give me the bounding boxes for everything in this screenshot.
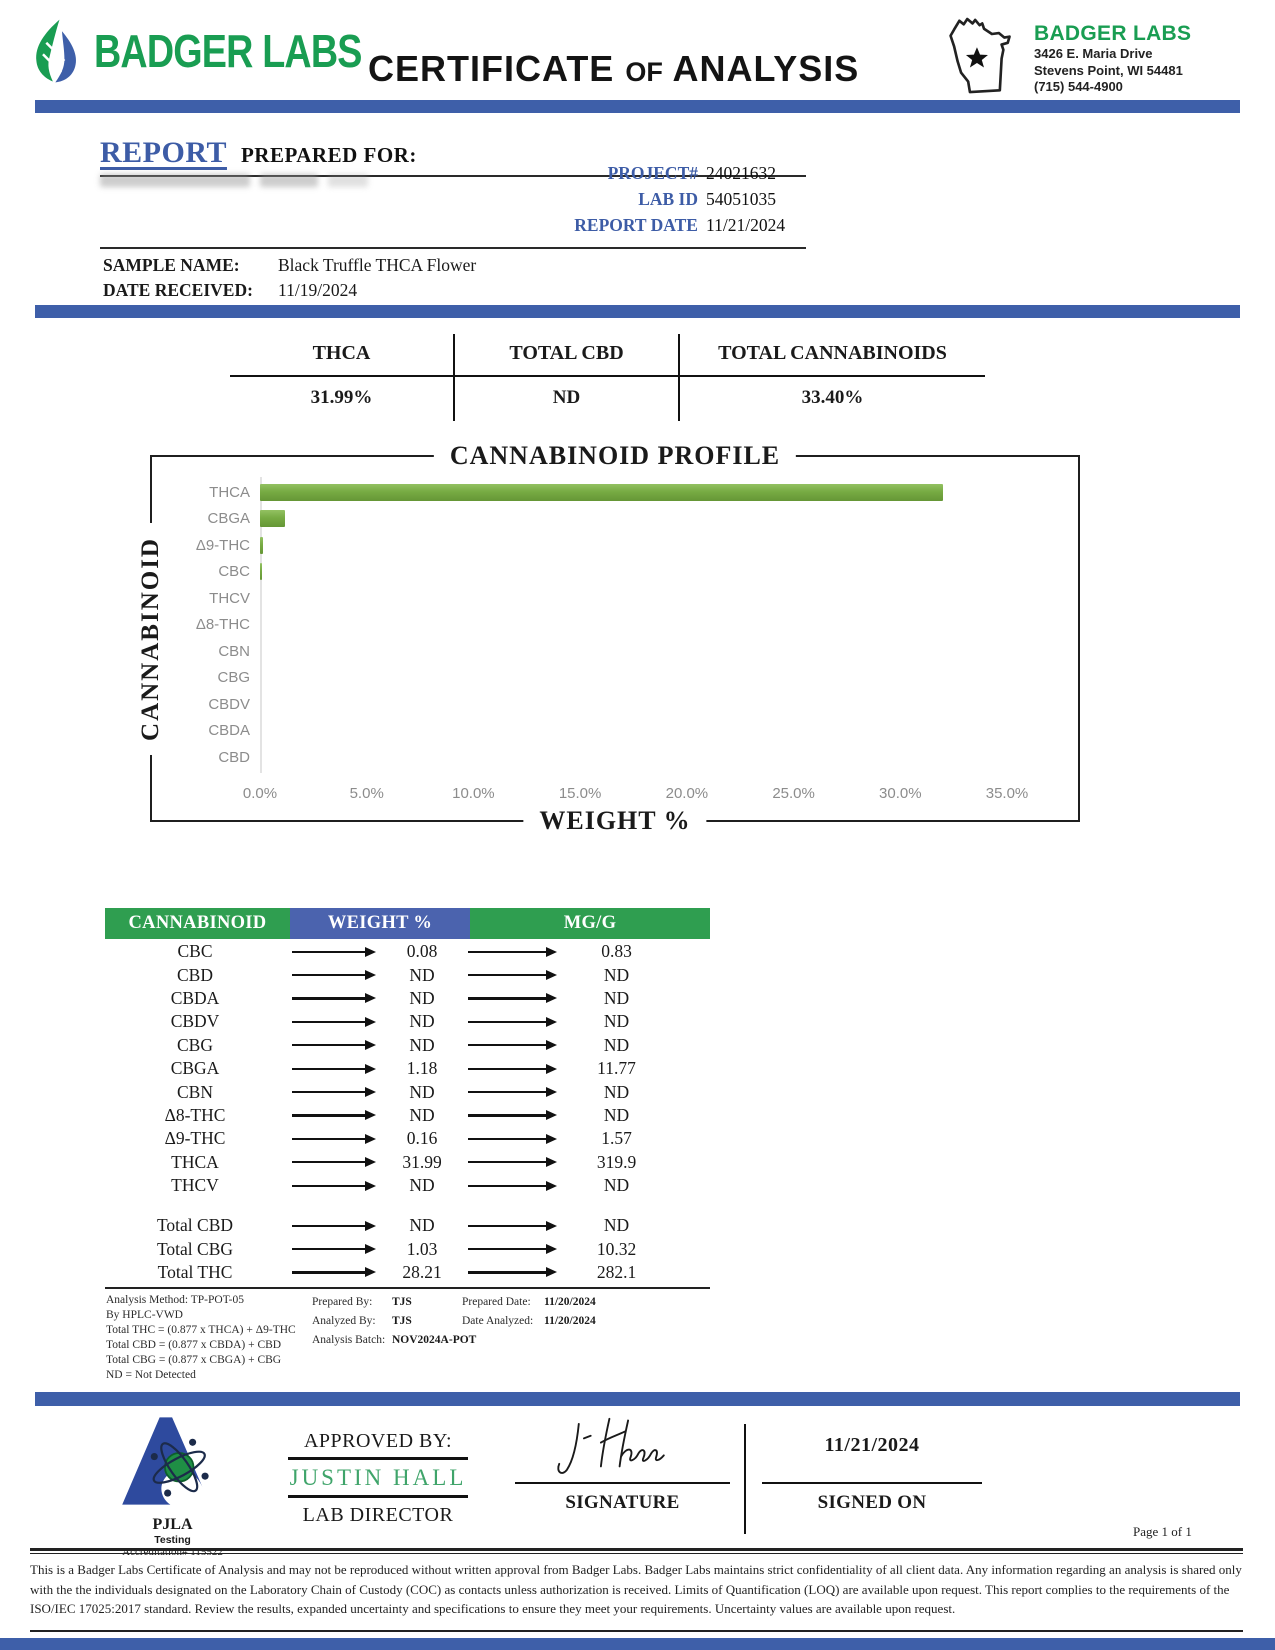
mg-g-value: ND [603, 964, 630, 985]
cannabinoid-profile-chart [137, 440, 1080, 836]
chart-bar-track [260, 612, 1007, 639]
divider-bar-top [35, 100, 1240, 113]
arrow-icon [285, 970, 383, 980]
prep-label [462, 1334, 538, 1346]
prep-label: Prepared By: [312, 1296, 373, 1308]
signature-block [515, 1410, 730, 1514]
header-weight-percent: WEIGHT % [290, 908, 470, 939]
arrow-icon [461, 1244, 564, 1254]
method-note-line: Analysis Method: TP-POT-05 [106, 1294, 245, 1306]
chart-x-tick-label: 10.0% [452, 785, 495, 802]
arrow-icon [285, 993, 383, 1003]
table-row [105, 1261, 710, 1284]
arrow-icon [285, 1267, 383, 1277]
approved-by-block [288, 1430, 468, 1527]
arrow-icon [285, 1134, 383, 1144]
lab-name: BADGER LABS [1034, 22, 1192, 45]
chart-category-label: CBGA [207, 510, 250, 528]
chart-x-tick-label: 20.0% [665, 785, 709, 802]
chart-row [152, 744, 1078, 771]
weight-percent-value: 31.99 [402, 1151, 442, 1172]
arrow-icon [461, 1181, 564, 1191]
chart-x-ticks [152, 785, 1078, 805]
chart-category-label: CBDA [208, 722, 250, 740]
title-analysis: ANALYSIS [672, 48, 860, 89]
weight-percent-value: ND [409, 1175, 435, 1196]
redaction-block [260, 174, 318, 187]
preparation-notes [312, 1296, 634, 1346]
header-cannabinoid: CANNABINOID [105, 908, 290, 939]
summary-value-total-cbd: ND [455, 377, 680, 421]
weight-percent-value: ND [409, 1011, 435, 1032]
divider-bar-approval [35, 1392, 1240, 1406]
chart-row [152, 559, 1078, 586]
mg-g-value: 0.83 [601, 941, 632, 962]
cannabinoid-name: CBC [177, 941, 213, 962]
prep-label: Date Analyzed: [462, 1315, 534, 1327]
chart-category-label: Δ8-THC [195, 616, 250, 634]
mg-g-value: ND [603, 1034, 630, 1055]
meta-value: 24021632 [706, 163, 776, 183]
method-note-line: ND = Not Detected [106, 1369, 196, 1381]
report-meta-row [490, 160, 806, 186]
signed-on-label: SIGNED ON [817, 1492, 927, 1513]
chart-bar-track [260, 506, 1007, 533]
prep-value: TJS [392, 1315, 412, 1327]
method-note-line: Total CBD = (0.877 x CBDA) + CBD [106, 1339, 282, 1351]
chart-category-label: Δ9-THC [195, 536, 250, 554]
prep-value: 11/20/2024 [544, 1296, 596, 1308]
cannabinoid-name: Total CBD [156, 1215, 234, 1236]
signature-icon [538, 1412, 708, 1480]
arrow-icon [461, 1221, 564, 1231]
lab-address2: Stevens Point, WI 54481 [1034, 62, 1183, 78]
cannabinoid-name: CBN [177, 1081, 213, 1102]
weight-percent-value: ND [409, 1215, 435, 1236]
mg-g-value: 1.57 [601, 1128, 632, 1149]
method-note-line: By HPLC-VWD [106, 1309, 183, 1321]
arrow-icon [285, 1181, 383, 1191]
table-row [105, 1010, 710, 1033]
table-row [105, 940, 710, 963]
weight-percent-value: 28.21 [402, 1261, 442, 1282]
mg-g-value: 282.1 [596, 1261, 637, 1282]
results-table-rows [105, 940, 710, 1197]
date-received-label: DATE RECEIVED: [103, 280, 253, 300]
results-table-header [105, 908, 710, 939]
cannabinoid-name: CBD [177, 964, 213, 985]
arrow-icon [285, 1110, 383, 1120]
summary-value-total-cannabinoids: 33.40% [801, 387, 864, 408]
arrow-icon [461, 947, 564, 957]
redacted-client-name [100, 174, 368, 187]
weight-percent-value: 1.03 [406, 1238, 438, 1259]
wisconsin-state-icon [940, 10, 1028, 102]
sample-divider-line [100, 247, 806, 249]
chart-category-label: CBD [218, 748, 250, 766]
chart-bar-track [260, 665, 1007, 692]
chart-row [152, 585, 1078, 612]
meta-label: PROJECT# [607, 163, 698, 183]
cannabinoid-name: Total THC [157, 1261, 233, 1282]
table-row [105, 1237, 710, 1260]
report-meta-row [490, 212, 806, 238]
arrow-icon [285, 1244, 383, 1254]
table-row [105, 1151, 710, 1174]
arrow-icon [285, 1017, 383, 1027]
weight-percent-value: 0.08 [406, 941, 438, 962]
header-mg-g: MG/G [470, 908, 710, 939]
chart-x-tick-label: 0.0% [242, 785, 278, 802]
footer-bottom-line [30, 1630, 1243, 1632]
mg-g-value: ND [603, 1175, 630, 1196]
table-row [105, 1214, 710, 1237]
lab-address1: 3426 E. Maria Drive [1034, 46, 1153, 61]
method-note-line: Total THC = (0.877 x THCA) + Δ9-THC [106, 1324, 296, 1336]
summary-header-total-cbd: TOTAL CBD [455, 334, 680, 377]
chart-bar-track [260, 638, 1007, 665]
mg-g-value: ND [603, 1104, 630, 1125]
pjla-logo-icon [113, 1412, 233, 1510]
approved-by-label: APPROVED BY: [288, 1430, 468, 1460]
arrow-icon [461, 1017, 564, 1027]
table-row [105, 1080, 710, 1103]
table-row [105, 987, 710, 1010]
chart-category-label: CBDV [208, 695, 250, 713]
chart-bar-track [260, 479, 1007, 506]
arrow-icon [461, 1134, 564, 1144]
mg-g-value: ND [603, 1215, 630, 1236]
meta-label: LAB ID [638, 189, 698, 209]
weight-percent-value: ND [409, 964, 435, 985]
mg-g-value: 10.32 [596, 1238, 637, 1259]
report-meta-row [490, 186, 806, 212]
chart-bar [260, 563, 262, 580]
prepared-for-label: PREPARED FOR: [240, 143, 417, 167]
prep-label: Analysis Batch: [312, 1334, 386, 1346]
report-word: REPORT [100, 136, 227, 169]
date-received-value: 11/19/2024 [278, 280, 358, 300]
prep-value: 11/20/2024 [544, 1315, 596, 1327]
chart-bar-track [260, 744, 1007, 771]
arrow-icon [285, 1221, 383, 1231]
chart-title: CANNABINOID PROFILE [434, 441, 796, 471]
summary-value-thca: 31.99% [230, 377, 455, 421]
chart-category-label: CBC [218, 563, 250, 581]
chart-category-label: THCA [209, 483, 250, 501]
redaction-block [328, 174, 368, 187]
chart-row [152, 665, 1078, 692]
summary-table [230, 334, 985, 421]
arrow-icon [461, 1267, 564, 1277]
arrow-icon [461, 1040, 564, 1050]
signed-on-block [762, 1410, 982, 1514]
prep-value [544, 1334, 634, 1346]
pjla-testing-label: Testing [154, 1534, 191, 1546]
cannabinoid-name: Δ9-THC [164, 1128, 226, 1149]
chart-x-axis-label: WEIGHT % [523, 806, 706, 836]
chart-row [152, 479, 1078, 506]
signature-label: SIGNATURE [565, 1492, 680, 1513]
sample-name-value: Black Truffle THCA Flower [278, 255, 477, 275]
weight-percent-value: ND [409, 1104, 435, 1125]
chart-row [152, 718, 1078, 745]
chart-bar-track [260, 691, 1007, 718]
cannabinoid-name: THCA [171, 1151, 219, 1172]
redaction-block [100, 174, 250, 187]
meta-value: 54051035 [706, 189, 776, 209]
approver-name: JUSTIN HALL [288, 1460, 468, 1498]
chart-x-tick-label: 5.0% [349, 785, 384, 802]
chart-category-label: THCV [209, 589, 250, 607]
pjla-org: PJLA [152, 1516, 193, 1533]
page-title [368, 48, 859, 90]
chart-bars-area [152, 479, 1078, 771]
weight-percent-value: 0.16 [406, 1128, 438, 1149]
arrow-icon [285, 1064, 383, 1074]
mg-g-value: ND [603, 987, 630, 1008]
brand-name: BADGER LABS [94, 25, 362, 77]
cannabinoid-name: CBG [177, 1034, 213, 1055]
prep-value: NOV2024A-POT [392, 1334, 477, 1346]
chart-bar-track [260, 585, 1007, 612]
weight-percent-value: ND [409, 1081, 435, 1102]
lab-address-block [940, 10, 1191, 102]
chart-bar [260, 537, 263, 554]
footer-disclaimer: This is a Badger Labs Certificate of Analysis and may not be reproduced without written approval from Badger Labs. Badger Labs maintains strict confidentiality of all client data. Any information regarding an analysis is shared only with the the individuals designated on the Laboratory Chain of Custody (COC) as contacts unless authorization is received. Limits of Quantification (LOQ) are available upon request. This report complies to the requirements of the ISO/IEC 17025:2017 standard. Review the results, expanded uncertainty and specifications to ensure they meet your requirements. Uncertainty values are available upon request. [30, 1562, 1242, 1616]
footer-double-line [30, 1548, 1243, 1554]
chart-category-label: CBN [218, 642, 250, 660]
meta-value: 11/21/2024 [706, 215, 786, 235]
arrow-icon [461, 993, 564, 1003]
report-meta [490, 160, 806, 238]
signature-date-divider [744, 1424, 746, 1534]
table-row [105, 1174, 710, 1197]
meta-label: REPORT DATE [574, 215, 698, 235]
chart-row [152, 638, 1078, 665]
weight-percent-value: 1.18 [406, 1058, 438, 1079]
arrow-icon [461, 1087, 564, 1097]
weight-percent-value: ND [409, 987, 435, 1008]
arrow-icon [285, 1157, 383, 1167]
arrow-icon [285, 1087, 383, 1097]
cannabinoid-name: CBGA [170, 1058, 220, 1079]
chart-row [152, 532, 1078, 559]
chart-bar [260, 484, 943, 501]
weight-percent-value: ND [409, 1034, 435, 1055]
table-row [105, 1104, 710, 1127]
arrow-icon [285, 947, 383, 957]
badger-labs-leaf-icon [28, 18, 86, 84]
mg-g-value: 11.77 [597, 1058, 636, 1079]
title-certificate: CERTIFICATE [368, 48, 615, 89]
pjla-accreditation-number: Accreditation# 115522 [122, 1546, 223, 1558]
chart-bar-track [260, 532, 1007, 559]
arrow-icon [461, 1064, 564, 1074]
chart-x-tick-label: 30.0% [879, 785, 922, 802]
results-table-underline [105, 1287, 710, 1289]
arrow-icon [461, 1157, 564, 1167]
cannabinoid-name: THCV [171, 1175, 219, 1196]
table-row [105, 1127, 710, 1150]
cannabinoid-name: CBDV [170, 1011, 220, 1032]
cannabinoid-name: Total CBG [156, 1238, 234, 1259]
signed-on-date: 11/21/2024 [824, 1433, 920, 1456]
method-note-line: Total CBG = (0.877 x CBGA) + CBG [106, 1354, 282, 1366]
summary-header-total-cannabinoids: TOTAL CANNABINOIDS [680, 334, 985, 377]
chart-y-axis-label: CANNABINOID [136, 523, 166, 755]
mg-g-value: ND [603, 1081, 630, 1102]
approver-title: LAB DIRECTOR [302, 1504, 454, 1526]
table-row [105, 1057, 710, 1080]
chart-x-tick-label: 15.0% [558, 785, 602, 802]
divider-bar-summary [35, 305, 1240, 318]
chart-bar-track [260, 718, 1007, 745]
mg-g-value: 319.9 [596, 1151, 637, 1172]
chart-x-tick-label: 25.0% [772, 785, 815, 802]
prep-label: Analyzed By: [312, 1315, 376, 1327]
mg-g-value: ND [603, 1011, 630, 1032]
chart-bar [260, 510, 285, 527]
lab-phone: (715) 544-4900 [1034, 79, 1123, 94]
cannabinoid-name: Δ8-THC [164, 1104, 226, 1125]
sample-name-label: SAMPLE NAME: [103, 255, 240, 275]
prep-value: TJS [392, 1296, 412, 1308]
sample-info [103, 253, 476, 303]
summary-header-thca: THCA [230, 334, 455, 377]
table-row [105, 963, 710, 986]
arrow-icon [285, 1040, 383, 1050]
chart-row [152, 612, 1078, 639]
prep-label: Prepared Date: [462, 1296, 531, 1308]
arrow-icon [461, 970, 564, 980]
title-of: OF [625, 57, 663, 87]
chart-category-label: CBG [217, 669, 250, 687]
divider-bar-bottom [0, 1638, 1275, 1650]
cannabinoid-name: CBDA [170, 987, 220, 1008]
table-row [105, 1034, 710, 1057]
pjla-accreditation-block [100, 1412, 245, 1558]
page-number: Page 1 of 1 [1133, 1524, 1192, 1539]
chart-row [152, 506, 1078, 533]
chart-x-tick-label: 35.0% [985, 785, 1029, 802]
chart-row [152, 691, 1078, 718]
chart-bar-track [260, 559, 1007, 586]
results-table-totals [105, 1214, 710, 1284]
badger-labs-logo-block [28, 18, 420, 84]
arrow-icon [461, 1110, 564, 1120]
